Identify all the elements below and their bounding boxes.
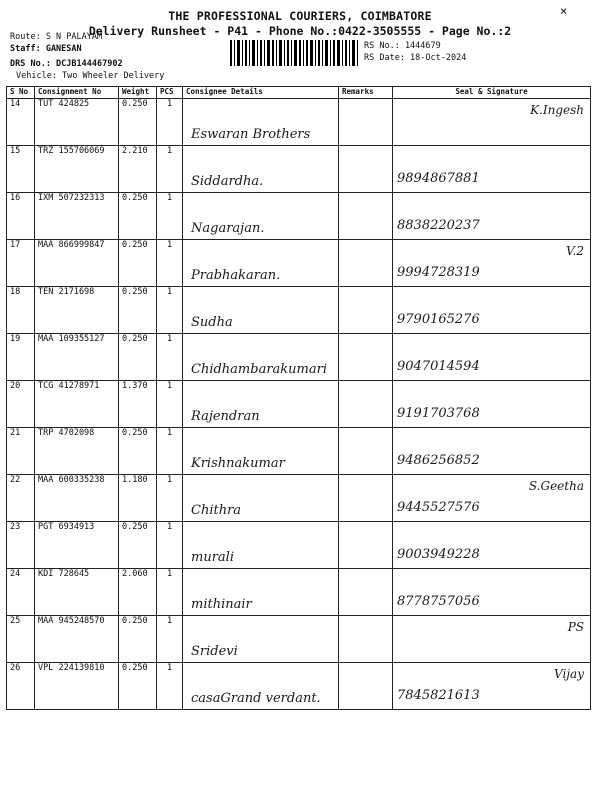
consignee-cell: [183, 569, 339, 616]
receiver-phone: 9191703768: [397, 406, 480, 421]
seal-signature-cell: [393, 99, 591, 146]
sno-cell: 24: [7, 569, 35, 616]
seal-signature-cell: [393, 287, 591, 334]
remarks-cell: [339, 146, 393, 193]
table-row: [7, 475, 591, 522]
receiver-phone: 8778757056: [397, 594, 480, 609]
weight-cell: 0.250: [119, 334, 157, 381]
remarks-cell: [339, 193, 393, 240]
table-row: [7, 522, 591, 569]
consignee-handwritten: casaGrand verdant.: [191, 691, 321, 706]
consignee-cell: [183, 428, 339, 475]
col-weight: Weight: [119, 87, 157, 99]
seal-signature-cell: [393, 240, 591, 287]
sno-cell: 20: [7, 381, 35, 428]
remarks-cell: [339, 569, 393, 616]
consignee-cell: [183, 334, 339, 381]
pcs-cell: 1: [157, 146, 183, 193]
receiver-signature: V.2: [565, 244, 584, 258]
weight-cell: 0.250: [119, 663, 157, 710]
weight-cell: 0.250: [119, 193, 157, 240]
weight-cell: 2.060: [119, 569, 157, 616]
seal-signature-cell: [393, 193, 591, 240]
consignee-cell: [183, 193, 339, 240]
consignee-cell: [183, 381, 339, 428]
consignment-cell: TUT 424825: [35, 99, 119, 146]
consignee-cell: [183, 616, 339, 663]
rs-date: RS Date: 18-Oct-2024: [364, 53, 467, 63]
pcs-cell: 1: [157, 381, 183, 428]
sheet-title: THE PROFESSIONAL COURIERS, COIMBATORE: [168, 9, 432, 23]
remarks-cell: [339, 334, 393, 381]
seal-signature-cell: [393, 663, 591, 710]
consignment-cell: KDI 728645: [35, 569, 119, 616]
rs-number: RS No.: 1444679: [364, 41, 441, 51]
table-header-row: [7, 87, 591, 99]
sheet-subtitle: Delivery Runsheet - P41 - Phone No.:0422-3505555 - Page No.:2: [88, 24, 512, 38]
sno-cell: 23: [7, 522, 35, 569]
pcs-cell: 1: [157, 569, 183, 616]
table-row: [7, 240, 591, 287]
sno-cell: 14: [7, 99, 35, 146]
consignment-cell: MAA 945248570: [35, 616, 119, 663]
seal-signature-cell: [393, 334, 591, 381]
consignee-handwritten: mithinair: [191, 597, 252, 612]
runsheet-table: [6, 86, 591, 710]
weight-cell: 2.210: [119, 146, 157, 193]
receiver-phone: 9486256852: [397, 453, 480, 468]
pcs-cell: 1: [157, 240, 183, 287]
remarks-cell: [339, 381, 393, 428]
consignment-cell: MAA 866999847: [35, 240, 119, 287]
weight-cell: 0.250: [119, 428, 157, 475]
remarks-cell: [339, 475, 393, 522]
consignment-cell: TEN 2171698: [35, 287, 119, 334]
weight-cell: 0.250: [119, 616, 157, 663]
table-row: [7, 99, 591, 146]
pcs-cell: 1: [157, 428, 183, 475]
consignee-handwritten: Nagarajan.: [191, 221, 265, 236]
receiver-signature: S.Geetha: [528, 479, 584, 493]
weight-cell: 0.250: [119, 522, 157, 569]
col-consignee: Consignee Details: [183, 87, 339, 99]
receiver-phone: 9894867881: [397, 171, 480, 186]
sno-cell: 26: [7, 663, 35, 710]
consignment-cell: PGT 6934913: [35, 522, 119, 569]
consignee-cell: [183, 287, 339, 334]
seal-signature-cell: [393, 522, 591, 569]
seal-signature-cell: [393, 428, 591, 475]
receiver-phone: 9003949228: [397, 547, 480, 562]
seal-signature-cell: [393, 381, 591, 428]
consignee-cell: [183, 240, 339, 287]
sno-cell: 15: [7, 146, 35, 193]
remarks-cell: [339, 99, 393, 146]
consignee-cell: [183, 99, 339, 146]
seal-signature-cell: [393, 616, 591, 663]
consignee-cell: [183, 475, 339, 522]
table-row: [7, 616, 591, 663]
weight-cell: 0.250: [119, 287, 157, 334]
table-row: [7, 428, 591, 475]
pcs-cell: 1: [157, 616, 183, 663]
barcode-image: [230, 40, 358, 66]
staff-text: Staff: GANESAN: [10, 44, 82, 54]
vehicle-text: Vehicle: Two Wheeler Delivery: [16, 71, 165, 81]
consignment-cell: IXM 507232313: [35, 193, 119, 240]
pcs-cell: 1: [157, 99, 183, 146]
receiver-signature: Vijay: [554, 667, 584, 681]
consignee-handwritten: Rajendran: [191, 409, 260, 424]
weight-cell: 1.370: [119, 381, 157, 428]
seal-signature-cell: [393, 146, 591, 193]
consignee-cell: [183, 522, 339, 569]
corner-mark-icon: ×: [560, 4, 568, 18]
consignment-cell: TRP 4702098: [35, 428, 119, 475]
consignee-handwritten: Siddardha.: [191, 174, 264, 189]
consignee-handwritten: Sridevi: [191, 644, 238, 659]
consignee-cell: [183, 146, 339, 193]
table-row: [7, 569, 591, 616]
pcs-cell: 1: [157, 475, 183, 522]
consignee-handwritten: Prabhakaran.: [191, 268, 281, 283]
sno-cell: 18: [7, 287, 35, 334]
pcs-cell: 1: [157, 522, 183, 569]
remarks-cell: [339, 522, 393, 569]
consignment-cell: VPL 224139810: [35, 663, 119, 710]
sno-cell: 25: [7, 616, 35, 663]
consignee-cell: [183, 663, 339, 710]
weight-cell: 1.180: [119, 475, 157, 522]
col-seal-signature: Seal & Signature: [393, 87, 591, 99]
receiver-signature: PS: [567, 620, 584, 634]
table-row: [7, 381, 591, 428]
col-consignment: Consignment No: [35, 87, 119, 99]
receiver-phone: 9790165276: [397, 312, 480, 327]
consignee-handwritten: Sudha: [191, 315, 233, 330]
drs-number: DRS No.: DCJB144467902: [10, 59, 123, 69]
table-row: [7, 663, 591, 710]
consignee-handwritten: murali: [191, 550, 234, 565]
remarks-cell: [339, 287, 393, 334]
consignee-handwritten: Krishnakumar: [191, 456, 285, 471]
consignee-handwritten: Chithra: [191, 503, 242, 518]
receiver-phone: 9047014594: [397, 359, 480, 374]
consignee-handwritten: Eswaran Brothers: [191, 127, 311, 142]
table-row: [7, 334, 591, 381]
remarks-cell: [339, 616, 393, 663]
pcs-cell: 1: [157, 287, 183, 334]
weight-cell: 0.250: [119, 240, 157, 287]
receiver-phone: 9994728319: [397, 265, 480, 280]
col-pcs: PCS: [157, 87, 183, 99]
weight-cell: 0.250: [119, 99, 157, 146]
sno-cell: 16: [7, 193, 35, 240]
sno-cell: 21: [7, 428, 35, 475]
sno-cell: 17: [7, 240, 35, 287]
consignee-handwritten: Chidhambarakumari: [191, 362, 327, 377]
pcs-cell: 1: [157, 663, 183, 710]
seal-signature-cell: [393, 475, 591, 522]
remarks-cell: [339, 240, 393, 287]
sno-cell: 22: [7, 475, 35, 522]
pcs-cell: 1: [157, 193, 183, 240]
receiver-phone: 7845821613: [397, 688, 480, 703]
table-row: [7, 287, 591, 334]
consignment-cell: TCG 41278971: [35, 381, 119, 428]
pcs-cell: 1: [157, 334, 183, 381]
consignment-cell: MAA 600335238: [35, 475, 119, 522]
col-sno: S No: [7, 87, 35, 99]
receiver-phone: 8838220237: [397, 218, 480, 233]
sno-cell: 19: [7, 334, 35, 381]
receiver-signature: K.Ingesh: [530, 103, 584, 117]
consignment-cell: TRZ 155706069: [35, 146, 119, 193]
remarks-cell: [339, 663, 393, 710]
table-row: [7, 193, 591, 240]
seal-signature-cell: [393, 569, 591, 616]
receiver-phone: 9445527576: [397, 500, 480, 515]
route-text: Route: S N PALAYAM: [10, 32, 103, 42]
col-remarks: Remarks: [339, 87, 393, 99]
remarks-cell: [339, 428, 393, 475]
consignment-cell: MAA 109355127: [35, 334, 119, 381]
table-row: [7, 146, 591, 193]
